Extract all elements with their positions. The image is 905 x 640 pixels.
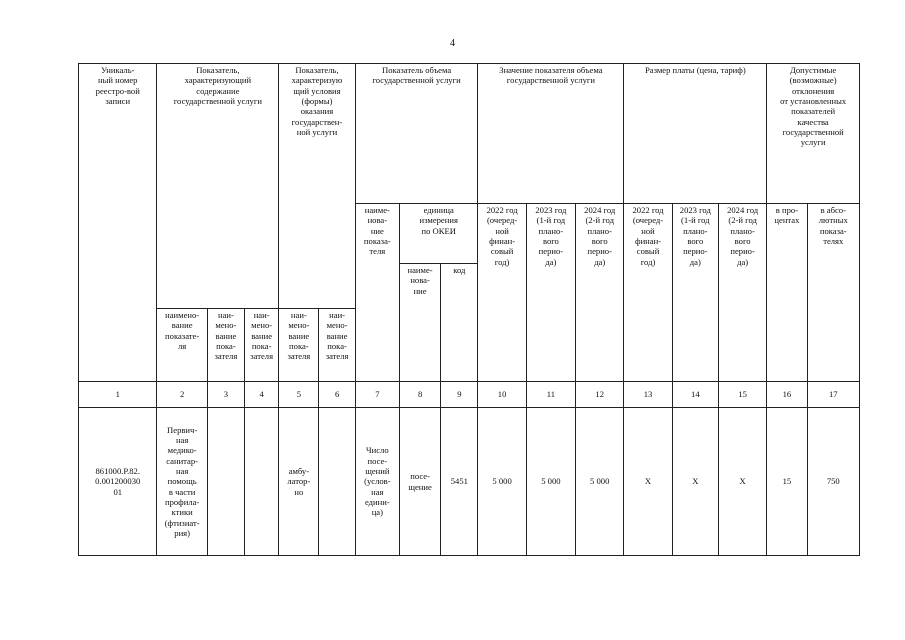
header-content-name-3: наи- мено- вание пока- зателя bbox=[245, 309, 279, 382]
page-number: 4 bbox=[450, 38, 455, 49]
header-fee: Размер платы (цена, тариф) bbox=[624, 64, 767, 204]
header-unit-name: наиме- нова- ние bbox=[399, 264, 440, 382]
column-number: 1 bbox=[79, 382, 157, 408]
cell-deviation-absolute: 750 bbox=[807, 408, 859, 556]
header-fee-2024: 2024 год (2-й год плано- вого перио- да) bbox=[718, 204, 766, 382]
cell-deviation-percent: 15 bbox=[767, 408, 807, 556]
header-deviations: Допустимые (возможные) отклонения от установленных показателей качества государственной услуги bbox=[767, 64, 860, 204]
header-fee-2022: 2022 год (очеред- ной финан- совый год) bbox=[624, 204, 672, 382]
state-service-table bbox=[78, 63, 860, 556]
column-number: 7 bbox=[355, 382, 399, 408]
column-number: 16 bbox=[767, 382, 807, 408]
cell-registry-number: 861000.Р.82. 0.001200030 01 bbox=[79, 408, 157, 556]
header-content-name-2: наи- мено- вание пока- зателя bbox=[207, 309, 244, 382]
column-number: 11 bbox=[526, 382, 575, 408]
header-fee-2023: 2023 год (1-й год плано- вого перио- да) bbox=[672, 204, 718, 382]
column-number: 6 bbox=[319, 382, 355, 408]
column-number: 5 bbox=[279, 382, 319, 408]
header-conditions-indicator: Показатель, характеризую щий условия (формы) оказания государствен- ной услуги bbox=[279, 64, 355, 309]
header-volume-2023: 2023 год (1-й год плано- вого перио- да) bbox=[526, 204, 575, 382]
header-volume-value: Значение показателя объема государственной услуги bbox=[478, 64, 624, 204]
header-unit-okei: единица измерения по ОКЕИ bbox=[399, 204, 477, 264]
cell-value-2024: 5 000 bbox=[576, 408, 624, 556]
header-volume-name: наиме- нова- ние показа- теля bbox=[355, 204, 399, 382]
cell-content-1: Первич- ная медико- санитар- ная помощь в части профила- ктики (фтизиат- рия) bbox=[157, 408, 207, 556]
header-volume-2022: 2022 год (очеред- ной финан- совый год) bbox=[478, 204, 526, 382]
header-unit-code: код bbox=[441, 264, 478, 382]
column-number: 3 bbox=[207, 382, 244, 408]
cell-volume-name: Число посе- щений (услов- ная едини- ца) bbox=[355, 408, 399, 556]
column-number: 12 bbox=[576, 382, 624, 408]
cell-condition-2 bbox=[319, 408, 355, 556]
cell-fee-2023: Х bbox=[672, 408, 718, 556]
column-number: 15 bbox=[718, 382, 766, 408]
column-number: 10 bbox=[478, 382, 526, 408]
column-number: 2 bbox=[157, 382, 207, 408]
cell-value-2022: 5 000 bbox=[478, 408, 526, 556]
cell-fee-2024: Х bbox=[718, 408, 766, 556]
cell-content-2 bbox=[207, 408, 244, 556]
cell-condition-1: амбу- латор- но bbox=[279, 408, 319, 556]
header-condition-name-1: наи- мено- вание пока- зателя bbox=[279, 309, 319, 382]
cell-content-3 bbox=[245, 408, 279, 556]
header-condition-name-2: наи- мено- вание пока- зателя bbox=[319, 309, 355, 382]
header-volume-2024: 2024 год (2-й год плано- вого перио- да) bbox=[576, 204, 624, 382]
cell-fee-2022: Х bbox=[624, 408, 672, 556]
header-deviation-percent: в про- центах bbox=[767, 204, 807, 382]
header-volume-indicator: Показатель объема государственной услуги bbox=[355, 64, 478, 204]
cell-unit-code: 5451 bbox=[441, 408, 478, 556]
column-number: 9 bbox=[441, 382, 478, 408]
column-number: 8 bbox=[399, 382, 440, 408]
column-number: 4 bbox=[245, 382, 279, 408]
cell-value-2023: 5 000 bbox=[526, 408, 575, 556]
header-content-name-1: наимено- вание показате- ля bbox=[157, 309, 207, 382]
column-number: 14 bbox=[672, 382, 718, 408]
header-deviation-absolute: в абсо- лютных показа- телях bbox=[807, 204, 859, 382]
cell-unit-name: посе- щение bbox=[399, 408, 440, 556]
column-number: 13 bbox=[624, 382, 672, 408]
header-unique-number: Уникаль- ный номер реестро-вой записи bbox=[79, 64, 157, 382]
header-content-indicator: Показатель, характеризующий содержание государственной услуги bbox=[157, 64, 279, 309]
column-number: 17 bbox=[807, 382, 859, 408]
